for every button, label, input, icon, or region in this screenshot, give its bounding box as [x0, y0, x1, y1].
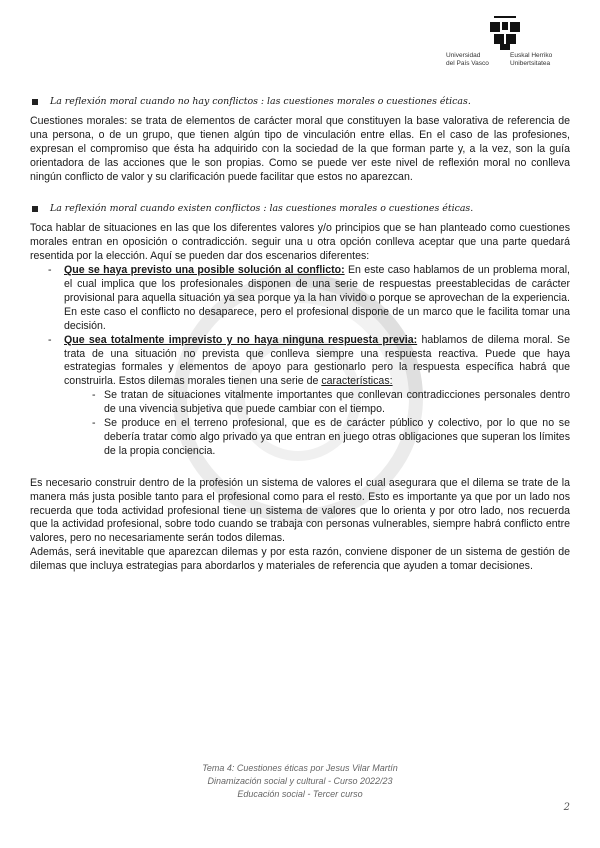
logo-text-line: Universidad — [446, 52, 481, 59]
footer-line: Tema 4: Cuestiones éticas por Jesus Vilar Martín — [202, 763, 398, 773]
characteristics-label: características: — [321, 375, 393, 388]
university-emblem-icon — [488, 16, 522, 50]
paragraph: Cuestiones morales: se trata de elementos de carácter moral que constituyen la base valorativa de referencia de una persona, o de un grupo, que tienen algún tipo de vinculación entre ellas. En el caso de las profesiones, expresan el compromiso que ésta ha adquirido con la sociedad de la que forman parte y, a la vez, son la guía orientadora de las acciones que le son propias. Como se puede ver este nivel de reflexión moral no conlleva ningún conflicto de valor y su clarificación puede facilitar que estos no aparezcan. — [30, 114, 570, 183]
logo-text-basque — [510, 52, 566, 68]
item-lead: Que sea totalmente imprevisto y no haya ninguna respuesta previa: — [64, 333, 418, 346]
footer-line: Educación social - Tercer curso — [237, 789, 363, 799]
paragraph: Toca hablar de situaciones en las que los diferentes valores y/o principios que se han planteado como cuestiones morales entran en oposición o contradicción. seguir una u otra opción conlleva aceptar que una parte quedará resentida por la elección. Aquí se pueden dar dos escenarios diferentes: — [30, 222, 570, 263]
paragraph: Es necesario construir dentro de la profesión un sistema de valores el cual asegurara que el dilema se trate de la manera más justa posible tanto para el profesional como para el resto. Esto es importante ya que por un lado nos recuerda que toda actividad profesional tiene un sistema de valores que lo orienta y por otro lado, nos recuerda que la actividad profesional, sobre todo cuando se trabaja con personas vulnerables, siempre habrá conflicto entre valores, pero no necesariamente serán todos dilemas. — [30, 476, 570, 545]
logo-text-line: Unibertsitatea — [510, 60, 551, 67]
section-heading — [30, 202, 570, 216]
logo-text-line: Euskal Herriko — [510, 52, 553, 59]
section-heading — [30, 95, 570, 109]
scenario-list — [30, 264, 570, 459]
logo-text-line: del País Vasco — [446, 60, 489, 67]
list-item: - Se produce en el terreno profesional, que es de carácter público y colectivo, por lo que no se debería tratar como algo privado ya que entran en juego otras obligaciones que superan los límites de la propia conciencia. — [64, 417, 570, 459]
item-text: hablamos de dilema moral. Se trata de una situación no prevista que conlleva siempre una respuesta reactiva. Puede que haya estrategias formales y elementos de apoyo para gestionarlo pero la respuesta específica habrá que construirla. Estos dilemas morales tienen una serie de — [64, 333, 570, 388]
document-body — [30, 95, 570, 574]
list-item: - Se tratan de situaciones vitalmente importantes que conllevan contradicciones personales dentro de una vivencia subjetiva que puede cambiar con el tiempo. — [64, 389, 570, 417]
page-footer — [0, 762, 600, 801]
square-bullet-icon — [32, 206, 38, 212]
section-heading-text: La reflexión moral cuando existen conflictos : las cuestiones morales o cuestiones éticas. — [50, 203, 474, 215]
square-bullet-icon — [32, 99, 38, 105]
paragraph: Además, será inevitable que aparezcan dilemas y por esta razón, conviene disponer de un sistema de gestión de dilemas que incluya estrategias para abordarlos y materiales de referencia que ayuden a tomar decisiones. — [30, 546, 570, 573]
item-lead: Que se haya previsto una posible solución al conflicto: — [64, 264, 345, 277]
logo-text-spanish — [446, 52, 504, 68]
section-heading-text: La reflexión moral cuando no hay conflictos : las cuestiones morales o cuestiones éticas. — [50, 96, 471, 107]
footer-line: Dinamización social y cultural - Curso 2022/23 — [207, 776, 393, 786]
page-number: 2 — [563, 802, 570, 813]
characteristics-list — [64, 389, 570, 459]
item-text: En este caso hablamos de un problema moral, el cual implica que los profesionales disponen de una serie de respuestas preestablecidas de carácter provisional para aquella situación ya sea porque ya la han vivido o porque se aprovechan de la experiencia. En este caso el conflicto no desaparece, pero el profesional dispone de un marco que le facilita tomar una decisión. — [64, 264, 570, 332]
university-logo — [446, 16, 564, 74]
list-item — [30, 334, 570, 459]
list-item — [30, 264, 570, 334]
